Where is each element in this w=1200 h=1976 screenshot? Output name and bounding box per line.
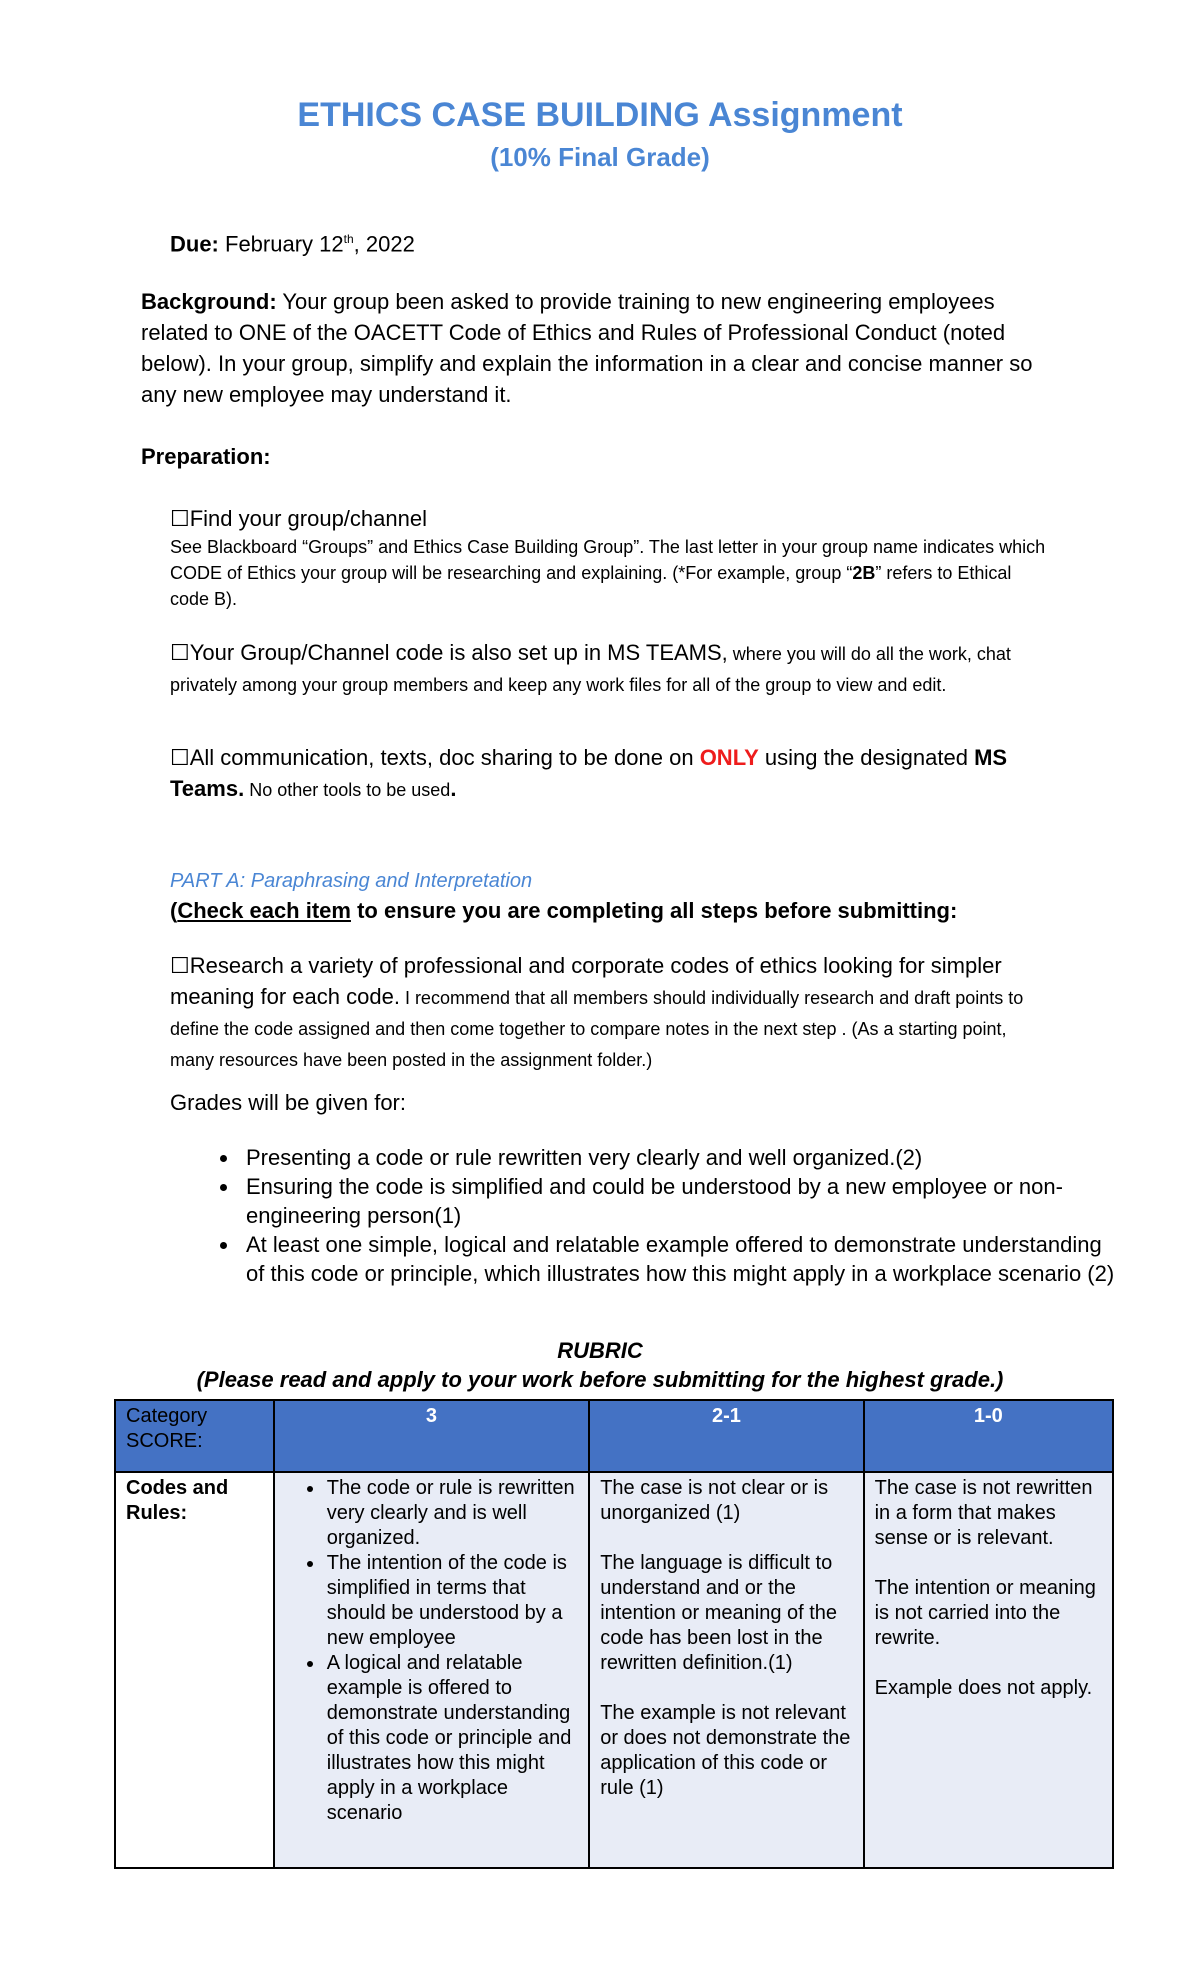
due-label: Due: <box>170 231 219 257</box>
prep-item-teams <box>170 637 1050 699</box>
prep-comm-end: . <box>450 776 457 801</box>
rubric-cell-score-2-1 <box>589 1472 863 1868</box>
prep-comm-teams: MS Teams. <box>170 745 1008 801</box>
prep-item-group <box>170 503 1050 612</box>
rubric-header-row <box>115 1400 1113 1472</box>
grades-bullet: • Ensuring the code is simplified and could be understood by a new employee or non-engineering person(1) <box>240 1172 1120 1230</box>
prep-item-group-code: 2B <box>852 563 876 583</box>
prep-comm-b: using the designated <box>758 745 975 770</box>
prep-item-group-text-b: ” refers to Ethical code B). <box>170 563 1012 609</box>
rubric-title: RUBRIC <box>557 1338 643 1363</box>
research-text-small: I recommend that all members should individually research and draft points to define the code assigned and then come together to compare notes in the next step . (As a starting point, many resources have been posted in the assignment folder.) <box>170 988 1024 1070</box>
prep-comm-c: No other tools to be used <box>244 780 451 800</box>
grades-bullet-list <box>198 1143 1120 1288</box>
due-line <box>170 224 415 259</box>
rubric-criterion: The example is not relevant or does not demonstrate the application of this code or rule (1) <box>600 1702 851 1799</box>
rubric-row-category: Codes and Rules: <box>115 1472 274 1868</box>
rubric-criterion: Example does not apply. <box>874 1677 1093 1699</box>
prep-item-group-heading: ☐Find your group/channel <box>170 506 427 531</box>
prep-item-group-text-a: See Blackboard “Groups” and Ethics Case Building Group”. The last letter in your group name indicates which CODE of Ethics your group will be researching and explaining. (*For example, group “ <box>170 537 1046 583</box>
grades-bullet: • At least one simple, logical and relatable example offered to demonstrate understanding of this code or principle, which illustrates how this might apply in a workplace scenario (2) <box>240 1230 1120 1288</box>
part-a-check-each-item: Check each item <box>177 898 351 923</box>
research-text-large: ☐Research a variety of professional and corporate codes of ethics looking for simpler meaning for each code. <box>170 953 1002 1009</box>
preparation-heading: Preparation: <box>141 444 271 469</box>
document-title: ETHICS CASE BUILDING Assignment <box>297 96 903 134</box>
rubric-criterion: The language is difficult to understand and or the intention or meaning of the code has been lost in the rewritten definition.(1) <box>600 1552 838 1674</box>
rubric-cell-score-1-0 <box>864 1472 1113 1868</box>
grades-label: Grades will be given for: <box>170 1090 406 1115</box>
rubric-header-category: Category SCORE: <box>115 1400 274 1472</box>
background-text: Your group been asked to provide training to new engineering employees related to ONE of the OACETT Code of Ethics and Rules of Professional Conduct (noted below). In your group, simplify and explain the information in a clear and concise manner so any new employee may understand it. <box>141 289 1033 407</box>
rubric-subtitle: (Please read and apply to your work before submitting for the highest grade.) <box>196 1367 1004 1392</box>
part-a-heading: PART A: Paraphrasing and Interpretation <box>170 870 533 892</box>
background-label: Background: <box>141 289 277 314</box>
rubric-header-score-2-1: 2-1 <box>589 1400 863 1472</box>
document-subtitle: (10% Final Grade) <box>490 142 710 172</box>
part-a-instructions <box>170 895 1070 926</box>
prep-comm-a: ☐All communication, texts, doc sharing to be done on <box>170 745 700 770</box>
background-paragraph <box>141 286 1041 410</box>
research-paragraph <box>170 950 1050 1074</box>
prep-item-communication <box>170 742 1050 804</box>
rubric-cell-score-3 <box>274 1472 589 1868</box>
rubric-criterion: The case is not clear or is unorganized (1) <box>600 1477 829 1524</box>
rubric-criterion: • The code or rule is rewritten very clearly and is well organized. <box>325 1476 578 1551</box>
rubric-header-score-1-0: 1-0 <box>864 1400 1113 1472</box>
prep-comm-only: ONLY <box>699 745 759 770</box>
rubric-criterion: • The intention of the code is simplified in terms that should be understood by a new employee <box>325 1551 578 1651</box>
rubric-criterion: The intention or meaning is not carried into the rewrite. <box>874 1577 1096 1649</box>
rubric-header-score-3: 3 <box>274 1400 589 1472</box>
part-a-paren: ( <box>170 898 178 923</box>
rubric-criterion: The case is not rewritten in a form that makes sense or is relevant. <box>874 1477 1093 1549</box>
due-date: February 12 <box>218 231 344 257</box>
due-year: , 2022 <box>353 231 415 257</box>
prep-item-teams-heading: ☐Your Group/Channel code is also set up in MS TEAMS, <box>170 640 728 665</box>
prep-item-group-text <box>170 534 1050 612</box>
grades-bullet: • Presenting a code or rule rewritten very clearly and well organized.(2) <box>240 1143 1120 1172</box>
rubric-table <box>114 1399 1114 1869</box>
due-date-suffix: th <box>343 232 354 246</box>
rubric-row-codes-and-rules <box>115 1472 1113 1868</box>
rubric-criterion: • A logical and relatable example is offered to demonstrate understanding of this code or principle and illustrates how this might apply in a workplace scenario <box>325 1651 578 1826</box>
part-a-instr-rest: to ensure you are completing all steps before submitting: <box>350 898 958 923</box>
prep-item-teams-text: where you will do all the work, chat privately among your group members and keep any work files for all of the group to view and edit. <box>170 644 1011 695</box>
